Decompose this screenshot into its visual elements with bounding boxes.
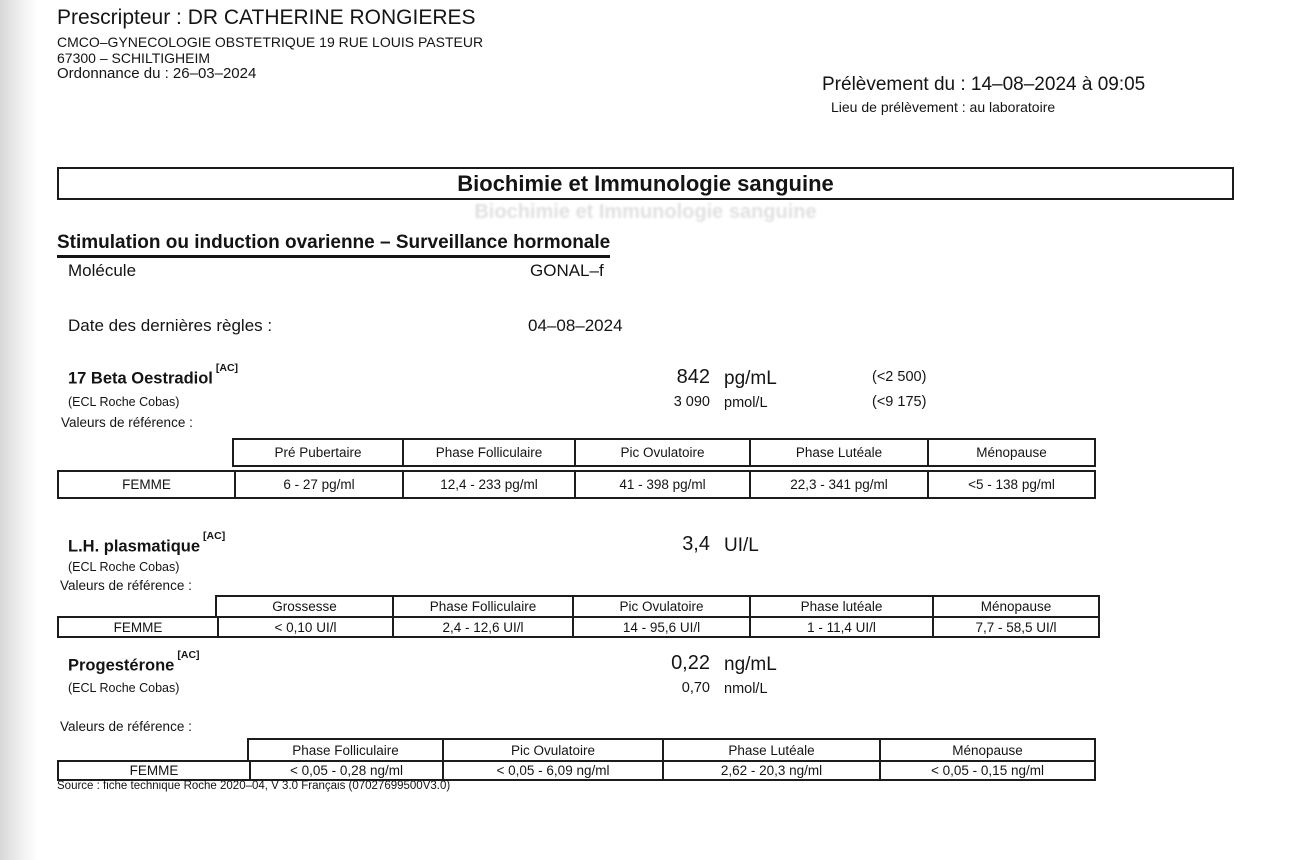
result-value: 3,4 bbox=[682, 533, 710, 555]
test-name-text: Progestérone bbox=[68, 656, 175, 675]
result-value-secondary: 0,70 bbox=[681, 680, 710, 696]
last-period-label: Date des dernières règles : bbox=[68, 316, 273, 335]
table-row-label: FEMME bbox=[129, 763, 179, 778]
sampling-date: Prélèvement du : 14–08–2024 à 09:05 bbox=[822, 74, 1146, 95]
result-value: 0,22 bbox=[671, 652, 710, 674]
table-cell: < 0,05 - 0,28 ng/ml bbox=[249, 762, 442, 779]
accredited-flag: [AC] bbox=[203, 530, 226, 542]
table-cell: 14 - 95,6 UI/l bbox=[572, 618, 749, 636]
prescriber-address-line1: CMCO–GYNECOLOGIE OBSTETRIQUE 19 RUE LOUIS PASTEUR bbox=[57, 34, 484, 50]
reference-values-label: Valeurs de référence : bbox=[61, 415, 193, 430]
accredited-flag: [AC] bbox=[215, 362, 239, 374]
table-header-cell: Ménopause bbox=[879, 740, 1094, 760]
table-header-cell: Pic Ovulatoire bbox=[574, 440, 749, 465]
table-cell: < 0,05 - 6,09 ng/ml bbox=[442, 762, 662, 779]
molecule-value: GONAL–f bbox=[530, 261, 604, 280]
table-cell: < 0,10 UI/l bbox=[217, 618, 392, 636]
table-cell: 1 - 11,4 UI/l bbox=[749, 618, 932, 636]
table-cell: 2,4 - 12,6 UI/l bbox=[392, 618, 572, 636]
table-header-cell: Grossesse bbox=[272, 599, 337, 614]
result-value-secondary: 3 090 bbox=[673, 394, 710, 410]
accredited-flag: [AC] bbox=[177, 649, 200, 661]
result-limit: (<2 500) bbox=[872, 369, 927, 385]
reference-table-row bbox=[57, 616, 1100, 638]
table-cell: 22,3 - 341 pg/ml bbox=[749, 472, 927, 497]
result-unit: UI/L bbox=[724, 535, 759, 556]
table-cell: 12,4 - 233 pg/ml bbox=[402, 472, 574, 497]
test-name-text: 17 Beta Oestradiol bbox=[68, 369, 213, 388]
table-header-cell: Pic Ovulatoire bbox=[442, 740, 662, 760]
table-header-cell: Pic Ovulatoire bbox=[572, 597, 749, 616]
report-title-scan-ghost: Biochimie et Immunologie sanguine bbox=[474, 201, 817, 223]
result-unit-secondary: nmol/L bbox=[724, 681, 768, 697]
reference-values-label: Valeurs de référence : bbox=[60, 578, 192, 593]
reference-table-row bbox=[57, 470, 1096, 499]
table-header-cell: Ménopause bbox=[932, 597, 1098, 616]
prescriber-name: Prescripteur : DR CATHERINE RONGIERES bbox=[57, 6, 476, 29]
table-header-cell: Phase Folliculaire bbox=[392, 597, 572, 616]
source-note: Source : fiche technique Roche 2020–04, V 3.0 Français (07027699500V3.0) bbox=[57, 780, 451, 792]
report-title-box bbox=[57, 167, 1234, 200]
prescriber-address-line2: 67300 – SCHILTIGHEIM bbox=[57, 50, 211, 66]
section-heading: Stimulation ou induction ovarienne – Surveillance hormonale bbox=[57, 232, 610, 258]
table-header-cell: Pré Pubertaire bbox=[274, 445, 362, 460]
test-method: (ECL Roche Cobas) bbox=[68, 560, 180, 574]
reference-table-row bbox=[57, 760, 1096, 781]
page-edge-shadow bbox=[0, 0, 38, 860]
sampling-place: Lieu de prélèvement : au laboratoire bbox=[831, 99, 1056, 115]
test-method: (ECL Roche Cobas) bbox=[68, 681, 180, 695]
table-cell: 6 - 27 pg/ml bbox=[234, 472, 402, 497]
table-header-cell: Phase Lutéale bbox=[662, 740, 879, 760]
test-method: (ECL Roche Cobas) bbox=[68, 395, 180, 409]
report-title: Biochimie et Immunologie sanguine bbox=[457, 170, 834, 196]
reference-table-header bbox=[232, 438, 1096, 467]
reference-table-header bbox=[215, 595, 1100, 616]
reference-table-header bbox=[247, 738, 1096, 760]
test-name-progesterone bbox=[68, 649, 200, 676]
result-unit: ng/mL bbox=[724, 654, 777, 675]
table-cell: 7,7 - 58,5 UI/l bbox=[932, 618, 1098, 636]
table-header-cell: Phase Folliculaire bbox=[292, 742, 399, 758]
result-value: 842 bbox=[676, 366, 710, 388]
molecule-label: Molécule bbox=[68, 261, 137, 280]
last-period-value: 04–08–2024 bbox=[528, 316, 623, 335]
table-cell: < 0,05 - 0,15 ng/ml bbox=[879, 762, 1094, 779]
result-limit-secondary: (<9 175) bbox=[872, 394, 927, 410]
table-cell: <5 - 138 pg/ml bbox=[927, 472, 1094, 497]
table-row-label: FEMME bbox=[113, 619, 163, 635]
table-cell: 41 - 398 pg/ml bbox=[574, 472, 749, 497]
table-header-cell: Phase Lutéale bbox=[749, 440, 927, 465]
table-header-cell: Ménopause bbox=[927, 440, 1094, 465]
result-unit: pg/mL bbox=[724, 368, 777, 389]
table-row-label: FEMME bbox=[122, 477, 171, 492]
test-name-oestradiol bbox=[68, 362, 239, 389]
result-unit-secondary: pmol/L bbox=[724, 395, 768, 411]
table-cell: 2,62 - 20,3 ng/ml bbox=[662, 762, 879, 779]
table-header-cell: Phase Folliculaire bbox=[402, 440, 574, 465]
test-name-text: L.H. plasmatique bbox=[68, 537, 201, 556]
table-header-cell: Phase lutéale bbox=[749, 597, 932, 616]
ordonnance-date: Ordonnance du : 26–03–2024 bbox=[57, 65, 257, 82]
test-name-lh bbox=[68, 530, 226, 557]
reference-values-label: Valeurs de référence : bbox=[60, 719, 192, 734]
